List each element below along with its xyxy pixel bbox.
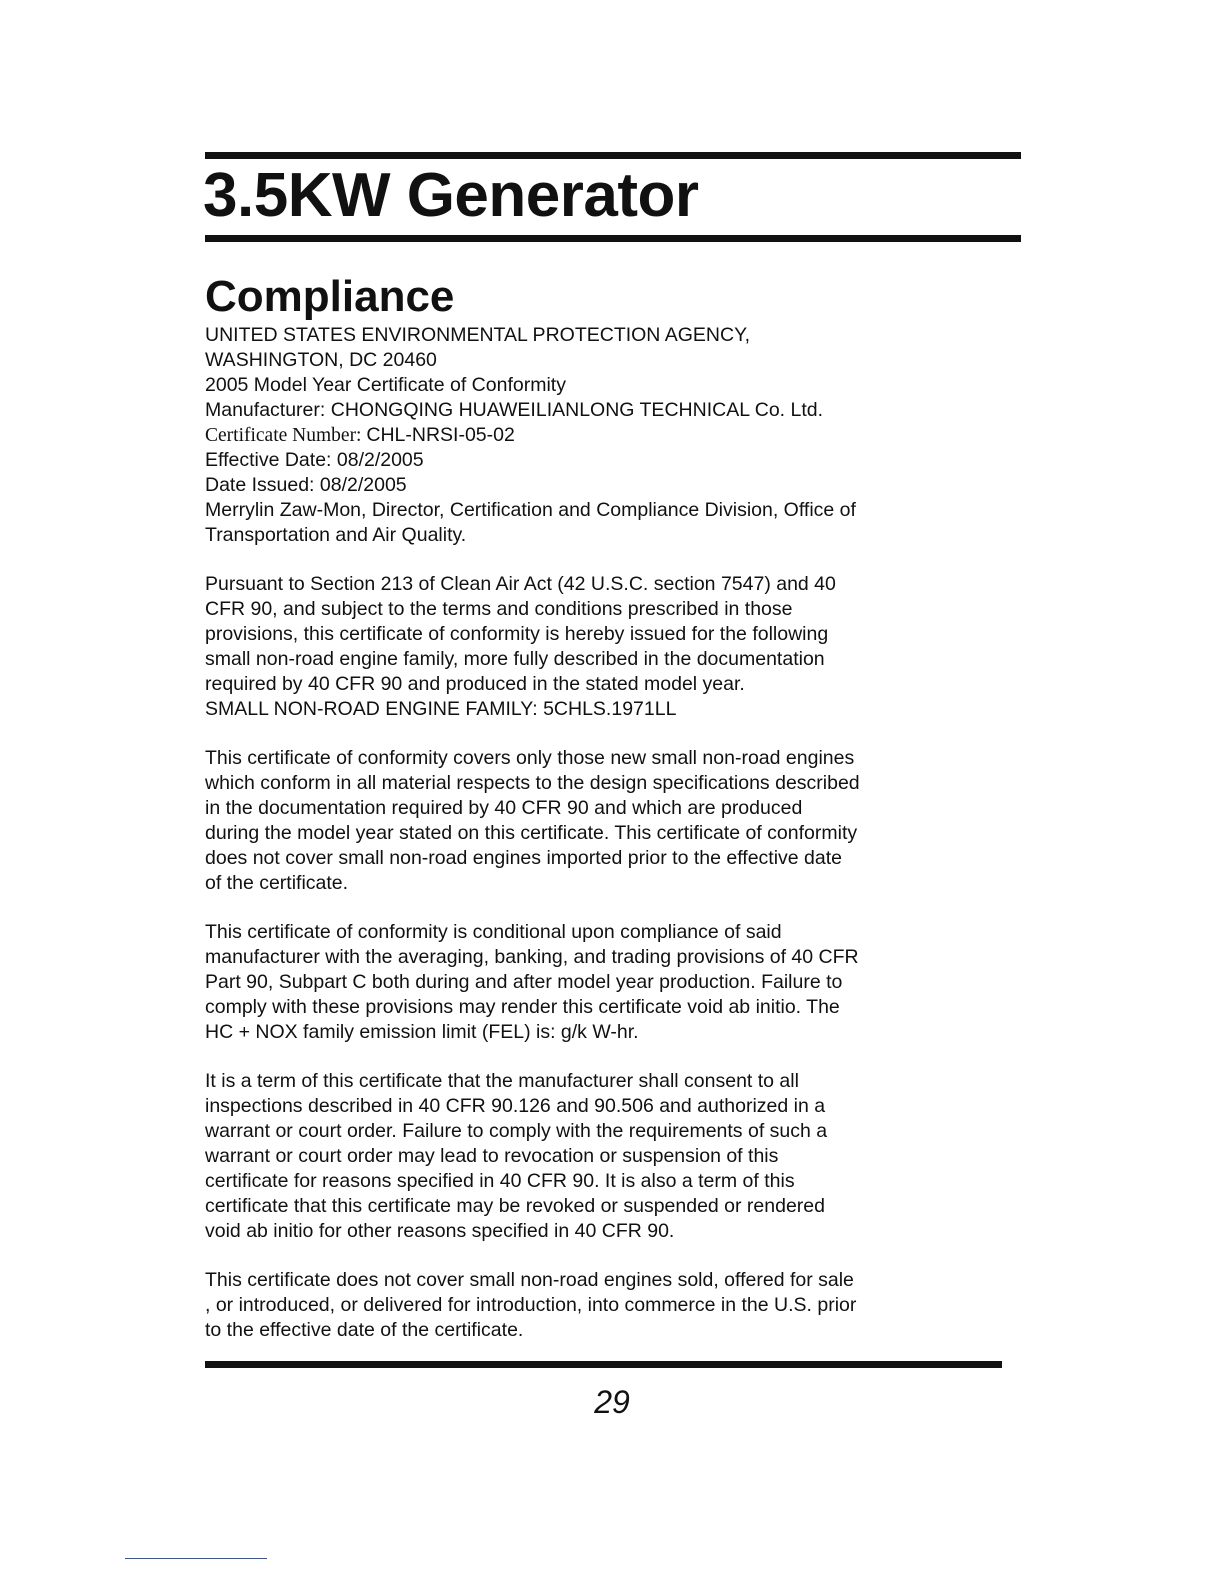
paragraph-line: certificate for reasons specified in 40 CFR 90. It is also a term of this: [205, 1170, 795, 1192]
effective-date-label: Effective Date:: [205, 449, 337, 471]
paragraph-line: in the documentation required by 40 CFR 90 and which are produced: [205, 797, 803, 819]
paragraph-line: It is a term of this certificate that the manufacturer shall consent to all: [205, 1070, 799, 1092]
effective-date-line: [205, 448, 945, 473]
paragraph-line: of the certificate.: [205, 872, 349, 894]
paragraph-line: warrant or court order may lead to revocation or suspension of this: [205, 1145, 779, 1167]
model-year-line: 2005 Model Year Certificate of Conformity: [205, 374, 566, 396]
effective-date-value: 08/2/2005: [336, 449, 424, 471]
paragraph-line: This certificate of conformity is conditional upon compliance of said: [205, 921, 782, 943]
compliance-content: [205, 323, 945, 1343]
agency-line-1: UNITED STATES ENVIRONMENTAL PROTECTION AGENCY,: [205, 324, 750, 346]
paragraph-conditional: [205, 920, 945, 1045]
document-title: 3.5KW Generator: [203, 161, 699, 230]
paragraph-line: does not cover small non-road engines imported prior to the effective date: [205, 847, 843, 869]
paragraph-line: manufacturer with the averaging, banking, and trading provisions of 40 CFR: [205, 946, 859, 968]
director-line-1: Merrylin Zaw-Mon, Director, Certification and Compliance Division, Office of: [205, 499, 856, 521]
agency-line-2: WASHINGTON, DC 20460: [205, 349, 437, 371]
paragraph-line: HC + NOX family emission limit (FEL) is: g/k W-hr.: [205, 1021, 639, 1043]
footer-rule: [205, 1361, 1002, 1368]
title-top-rule: [205, 152, 1021, 159]
date-issued-value: 08/2/2005: [319, 474, 407, 496]
title-bottom-rule: [205, 235, 1021, 242]
engine-family-line: SMALL NON-ROAD ENGINE FAMILY: 5CHLS.1971LL: [205, 698, 677, 720]
manufacturer-label: Manufacturer:: [205, 399, 331, 421]
certificate-header-block: [205, 323, 945, 548]
paragraph-line: This certificate of conformity covers only those new small non-road engines: [205, 747, 855, 769]
paragraph-line: inspections described in 40 CFR 90.126 and 90.506 and authorized in a: [205, 1095, 826, 1117]
paragraph-line: provisions, this certificate of conformity is hereby issued for the following: [205, 623, 829, 645]
footer-link-underline: [125, 1558, 267, 1559]
certificate-number-label: Certificate Number:: [205, 425, 367, 446]
paragraph-line: Pursuant to Section 213 of Clean Air Act (42 U.S.C. section 7547) and 40: [205, 573, 836, 595]
paragraph-line: to the effective date of the certificate.: [205, 1319, 524, 1341]
paragraph-line: which conform in all material respects to the design specifications described: [205, 772, 860, 794]
certificate-number-value: CHL-NRSI-05-02: [366, 424, 515, 446]
paragraph-line: required by 40 CFR 90 and produced in the stated model year.: [205, 673, 745, 695]
paragraph-line: This certificate does not cover small non-road engines sold, offered for sale: [205, 1269, 854, 1291]
paragraph-line: Part 90, Subpart C both during and after model year production. Failure to: [205, 971, 843, 993]
paragraph-coverage: [205, 746, 945, 896]
paragraph-line: small non-road engine family, more fully described in the documentation: [205, 648, 825, 670]
paragraph-line: during the model year stated on this certificate. This certificate of conformity: [205, 822, 858, 844]
date-issued-line: [205, 473, 945, 498]
director-line-2: Transportation and Air Quality.: [205, 524, 467, 546]
manufacturer-line: [205, 398, 945, 423]
paragraph-commerce: [205, 1268, 945, 1343]
paragraph-line: void ab initio for other reasons specified in 40 CFR 90.: [205, 1220, 675, 1242]
paragraph-inspections: [205, 1069, 945, 1244]
manufacturer-value: CHONGQING HUAWEILIANLONG TECHNICAL Co. Ltd.: [330, 399, 824, 421]
paragraph-pursuant: [205, 572, 945, 722]
page-number: 29: [594, 1384, 630, 1420]
date-issued-label: Date Issued:: [205, 474, 320, 496]
paragraph-line: certificate that this certificate may be revoked or suspended or rendered: [205, 1195, 825, 1217]
paragraph-line: CFR 90, and subject to the terms and conditions prescribed in those: [205, 598, 793, 620]
paragraph-line: comply with these provisions may render this certificate void ab initio. The: [205, 996, 840, 1018]
paragraph-line: , or introduced, or delivered for introduction, into commerce in the U.S. prior: [205, 1294, 857, 1316]
certificate-number-line: [205, 423, 945, 448]
paragraph-line: warrant or court order. Failure to comply with the requirements of such a: [205, 1120, 828, 1142]
section-heading: Compliance: [205, 272, 455, 321]
